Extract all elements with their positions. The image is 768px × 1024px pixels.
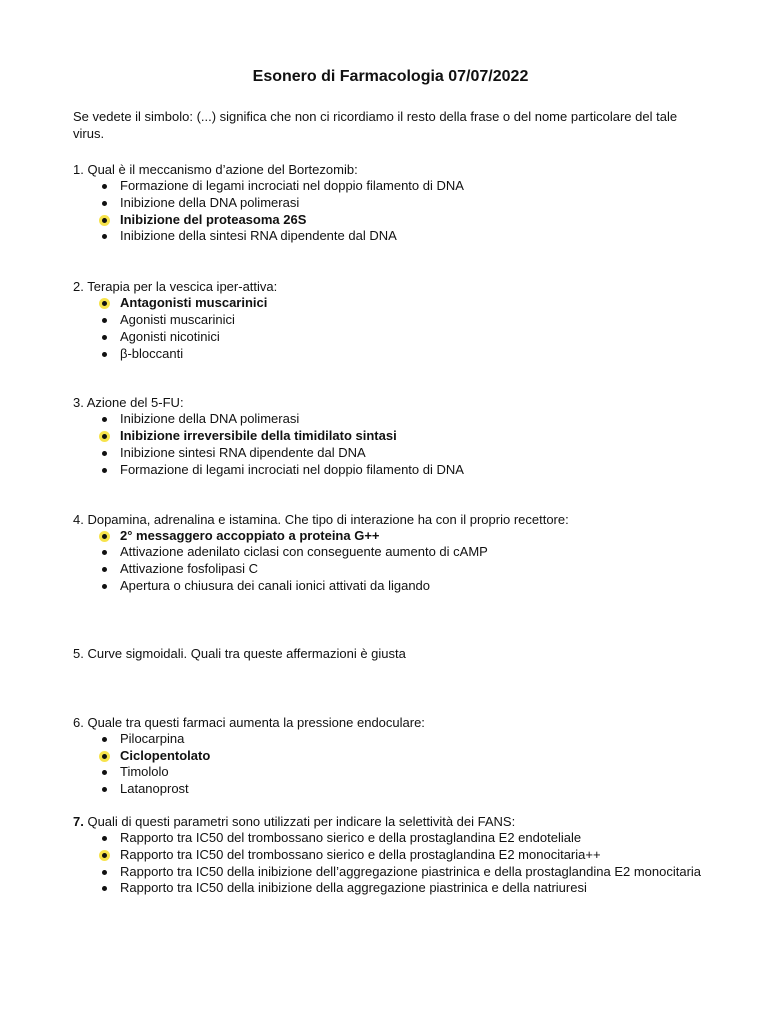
answer-text: Apertura o chiusura dei canali ionici attivati da ligando xyxy=(120,577,431,593)
answer-item-marked xyxy=(100,847,708,864)
answer-item-correct xyxy=(100,295,708,312)
document-title: Esonero di Farmacologia 07/07/2022 xyxy=(252,68,529,85)
answer-item xyxy=(100,561,708,578)
answer-item xyxy=(100,462,708,479)
answer-item xyxy=(100,228,708,245)
answer-item xyxy=(100,329,708,346)
bullet-icon xyxy=(100,764,112,781)
highlighted-bullet-icon xyxy=(100,528,112,545)
answer-item xyxy=(100,864,708,881)
answer-text: Latanoprost xyxy=(120,781,189,797)
question-text: 2. Terapia per la vescica iper-attiva: xyxy=(73,279,278,295)
answer-item xyxy=(100,880,708,897)
question-text: Quali di questi parametri sono utilizzati per indicare la selettività dei FANS: xyxy=(83,813,516,829)
bullet-icon xyxy=(100,228,112,245)
answer-item-correct xyxy=(100,528,708,545)
question-text-row xyxy=(73,813,708,830)
question-4 xyxy=(73,511,708,595)
answer-list xyxy=(73,411,708,478)
question-1 xyxy=(73,161,708,245)
question-6 xyxy=(73,714,708,798)
bullet-icon xyxy=(100,561,112,578)
answer-item xyxy=(100,731,708,748)
answer-text: Inibizione del proteasoma 26S xyxy=(120,211,307,227)
question-text: 6. Quale tra questi farmaci aumenta la pressione endoculare: xyxy=(73,714,425,730)
answer-item-correct xyxy=(100,748,708,765)
bullet-icon xyxy=(100,544,112,561)
spacer xyxy=(73,798,708,813)
bullet-icon xyxy=(100,864,112,881)
answer-text: Formazione di legami incrociati nel doppio filamento di DNA xyxy=(120,178,464,193)
spacer xyxy=(73,595,708,645)
bullet-icon xyxy=(100,462,112,479)
answer-text: Agonisti muscarinici xyxy=(120,311,235,327)
question-number: 7. xyxy=(73,813,84,829)
answer-text: Ciclopentolato xyxy=(120,747,211,763)
answer-item xyxy=(100,312,708,329)
answer-text: Antagonisti muscarinici xyxy=(120,295,268,311)
answer-item xyxy=(100,578,708,595)
question-7 xyxy=(73,813,708,897)
answer-text: Timololo xyxy=(120,764,169,780)
answer-item xyxy=(100,445,708,462)
answer-text: Attivazione fosfolipasi C xyxy=(120,561,259,577)
highlighted-bullet-icon xyxy=(100,428,112,445)
answer-text: Rapporto tra IC50 della inibizione dell’aggregazione piastrinica e della prostaglandina E2 monocitaria xyxy=(120,863,702,879)
bullet-icon xyxy=(100,731,112,748)
spacer xyxy=(73,362,708,394)
bullet-icon xyxy=(100,578,112,595)
question-text: 4. Dopamina, adrenalina e istamina. Che tipo di interazione ha con il proprio recettore: xyxy=(73,511,569,527)
answer-text: β-bloccanti xyxy=(120,345,184,361)
answer-item xyxy=(100,178,708,195)
question-text: 1. Qual è il meccanismo d’azione del Bortezomib: xyxy=(73,162,358,177)
answer-list xyxy=(73,528,708,595)
question-5 xyxy=(73,645,708,662)
question-text: 3. Azione del 5-FU: xyxy=(73,395,184,411)
highlighted-bullet-icon xyxy=(100,847,112,864)
answer-item xyxy=(100,411,708,428)
highlighted-bullet-icon xyxy=(100,295,112,312)
answer-item-correct xyxy=(100,428,708,445)
answer-list xyxy=(73,178,708,245)
answer-text: Inibizione della DNA polimerasi xyxy=(120,411,300,427)
bullet-icon xyxy=(100,312,112,329)
bullet-icon xyxy=(100,445,112,462)
answer-item xyxy=(100,830,708,847)
bullet-icon xyxy=(100,195,112,212)
bullet-icon xyxy=(100,411,112,428)
intro-paragraph: Se vedete il simbolo: (...) significa che non ci ricordiamo il resto della frase o del nome particolare del tale virus. xyxy=(73,109,678,141)
bullet-icon xyxy=(100,880,112,897)
spacer xyxy=(73,662,708,714)
question-text: 5. Curve sigmoidali. Quali tra queste affermazioni è giusta xyxy=(73,645,406,661)
answer-text: Pilocarpina xyxy=(120,730,185,746)
highlighted-bullet-icon xyxy=(100,748,112,765)
bullet-icon xyxy=(100,830,112,847)
spacer xyxy=(73,245,708,278)
answer-text: 2° messaggero accoppiato a proteina G++ xyxy=(120,527,380,543)
answer-item xyxy=(100,195,708,212)
bullet-icon xyxy=(100,329,112,346)
answer-text: Rapporto tra IC50 della inibizione della aggregazione piastrinica e della natriuresi xyxy=(120,880,587,896)
bullet-icon xyxy=(100,346,112,363)
answer-text: Inibizione della sintesi RNA dipendente dal DNA xyxy=(120,228,397,244)
answer-item xyxy=(100,346,708,363)
answer-list xyxy=(73,731,708,798)
answer-text: Inibizione sintesi RNA dipendente dal DNA xyxy=(120,444,366,460)
answer-text: Rapporto tra IC50 del trombossano sierico e della prostaglandina E2 monocitaria++ xyxy=(120,846,601,862)
answer-text: Attivazione adenilato ciclasi con conseguente aumento di cAMP xyxy=(120,544,488,560)
answer-list xyxy=(73,295,708,362)
spacer xyxy=(73,479,708,511)
answer-text: Rapporto tra IC50 del trombossano sierico e della prostaglandina E2 endoteliale xyxy=(120,829,582,845)
answer-item xyxy=(100,544,708,561)
answer-item xyxy=(100,781,708,798)
highlighted-bullet-icon xyxy=(100,212,112,229)
bullet-icon xyxy=(100,178,112,195)
bullet-icon xyxy=(100,781,112,798)
answer-text: Agonisti nicotinici xyxy=(120,328,220,344)
answer-text: Inibizione della DNA polimerasi xyxy=(120,194,300,210)
answer-list xyxy=(73,830,708,897)
answer-item-correct xyxy=(100,212,708,229)
answer-item xyxy=(100,764,708,781)
question-2 xyxy=(73,278,708,362)
answer-text: Inibizione irreversibile della timidilato sintasi xyxy=(120,428,397,444)
question-3 xyxy=(73,394,708,478)
answer-text: Formazione di legami incrociati nel doppio filamento di DNA xyxy=(120,461,464,477)
